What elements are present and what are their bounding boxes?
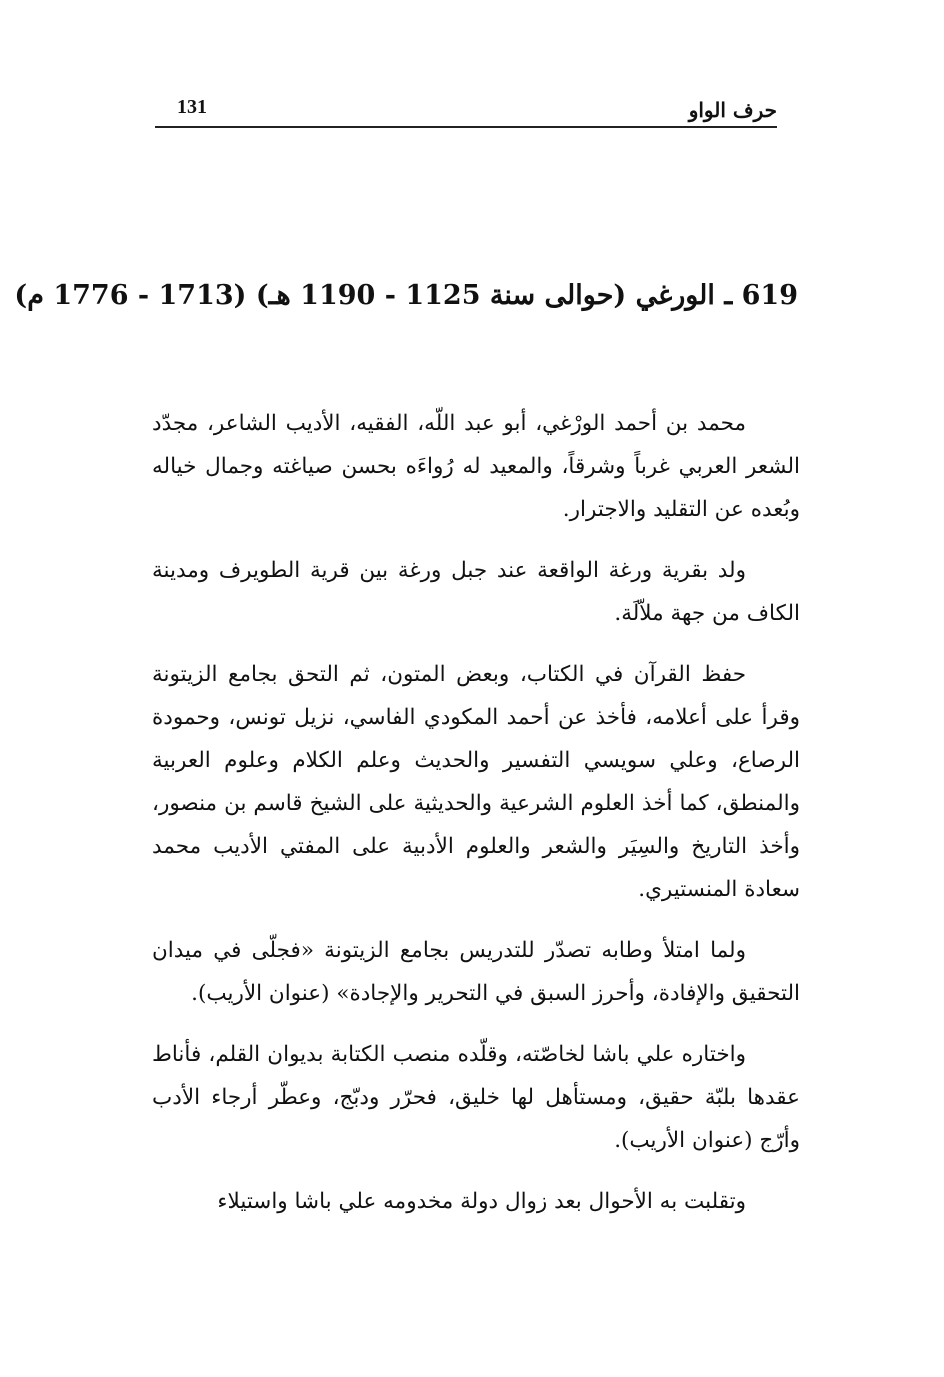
running-head <box>155 92 777 128</box>
paragraph: واختاره علي باشا لخاصّته، وقلّده منصب الكتابة بديوان القلم، فأناط عقدها بلبّة حقيق، ومستأهل لها خليق، فحرّر ودبّج، وعطّر أرجاء الأدب وأرّج (عنوان الأريب). <box>152 1042 800 1153</box>
paragraph: ولما امتلأ وطابه تصدّر للتدريس بجامع الزيتونة «فجلّى في ميدان التحقيق والإفادة، وأحرز السبق في التحرير والإجادة» (عنوان الأريب). <box>152 938 800 1006</box>
chapter-title: حرف الواو <box>688 98 777 122</box>
paragraph: وتقلبت به الأحوال بعد زوال دولة مخدومه علي باشا واستيلاء <box>217 1189 746 1214</box>
header-rule <box>155 126 777 128</box>
paragraph: حفظ القرآن في الكتاب، وبعض المتون، ثم التحق بجامع الزيتونة وقرأ على أعلامه، فأخذ عن أحمد المكودي الفاسي، نزيل تونس، وحمودة الرصاع، وعلي سويسي التفسير والحديث وعلم الكلام وعلوم العربية والمنطق، كما أخذ العلوم الشرعية والحديثية على الشيخ قاسم بن منصور، وأخذ التاريخ والسِيَر والشعر والعلوم الأدبية على المفتي الأديب محمد سعادة المنستيري. <box>152 662 800 902</box>
entry-body <box>152 402 800 1241</box>
paragraph: محمد بن أحمد الورْغي، أبو عبد اللّه، الفقيه، الأديب الشاعر، مجدّد الشعر العربي غرباً وشرقاً، والمعيد له رُواءَه بحسن صياغته وجمال خياله وبُعده عن التقليد والاجترار. <box>152 411 800 522</box>
paragraph: ولد بقرية ورغة الواقعة عند جبل ورغة بين قرية الطويرف ومدينة الكاف من جهة ملاّلَة. <box>152 558 800 626</box>
entry-heading: 619 ـ الورغي (حوالى سنة 1125 - 1190 هـ) (1713 - 1776 م) <box>14 280 798 311</box>
page-number: 131 <box>177 96 207 118</box>
